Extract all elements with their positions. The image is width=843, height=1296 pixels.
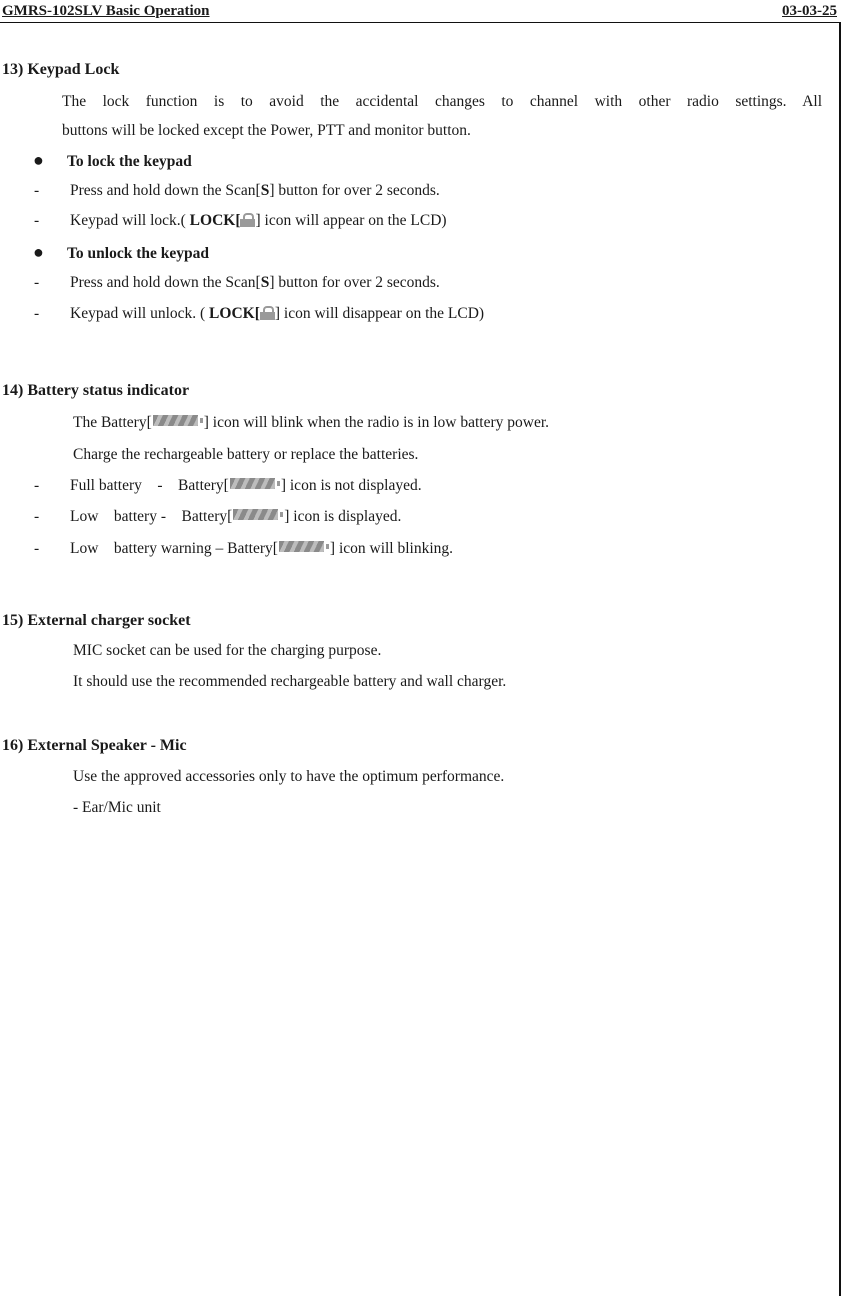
lock-icon bbox=[260, 306, 275, 320]
battery-intro-line-1 bbox=[73, 413, 549, 433]
dash-glyph: - bbox=[34, 508, 40, 525]
lock-subheading-text: To lock the keypad bbox=[67, 153, 192, 170]
section-heading-external-charger: 15) External charger socket bbox=[2, 612, 191, 629]
unlock-step-2-pre: Keypad will unlock. ( bbox=[70, 305, 210, 322]
unlock-step-1 bbox=[34, 273, 440, 293]
lock-icon bbox=[240, 213, 255, 227]
dash-glyph: - bbox=[34, 212, 40, 229]
battery-item-warning-pre: Low battery warning – Battery[ bbox=[70, 540, 278, 557]
charger-line-1: MIC socket can be used for the charging purpose. bbox=[73, 642, 382, 659]
unlock-step-2-post: ] icon will disappear on the LCD) bbox=[274, 305, 485, 322]
unlock-step-2 bbox=[34, 304, 484, 324]
lock-step-2-post: ] icon will appear on the LCD) bbox=[255, 212, 447, 229]
lock-step-1-post: ] button for over 2 seconds. bbox=[269, 182, 440, 199]
document-title: GMRS-102SLV Basic Operation bbox=[2, 3, 210, 19]
keypad-lock-intro-line-2: buttons will be locked except the Power, PTT and monitor button. bbox=[62, 122, 471, 139]
battery-item-low-post: ] icon is displayed. bbox=[284, 508, 402, 525]
battery-intro-line-2: Charge the rechargeable battery or replace the batteries. bbox=[73, 446, 419, 463]
dash-glyph: - bbox=[34, 274, 40, 291]
battery-icon bbox=[233, 509, 283, 520]
battery-icon bbox=[279, 541, 329, 552]
dash-glyph: - bbox=[34, 182, 40, 199]
lock-step-2 bbox=[34, 211, 447, 231]
speaker-line-1: Use the approved accessories only to have the optimum performance. bbox=[73, 768, 505, 785]
battery-item-low-pre: Low battery - Battery[ bbox=[70, 508, 233, 525]
battery-item-full-post: ] icon is not displayed. bbox=[280, 477, 422, 494]
battery-item-warning-post: ] icon will blinking. bbox=[329, 540, 454, 557]
bullet-glyph: ● bbox=[33, 242, 44, 262]
lock-label: LOCK[ bbox=[189, 212, 241, 229]
dash-glyph: - bbox=[34, 305, 40, 322]
unlock-step-1-pre: Press and hold down the Scan[ bbox=[70, 274, 261, 291]
battery-intro-post: ] icon will blink when the radio is in low battery power. bbox=[203, 414, 550, 431]
keypad-lock-intro-line-1: The lock function is to avoid the accidental changes to channel with other radio settings. All bbox=[62, 93, 822, 110]
section-heading-keypad-lock: 13) Keypad Lock bbox=[2, 61, 120, 78]
battery-item-full-pre: Full battery - Battery[ bbox=[70, 477, 229, 494]
lock-step-2-pre: Keypad will lock.( bbox=[70, 212, 190, 229]
page-header bbox=[0, 0, 839, 23]
scan-key-label: S bbox=[260, 182, 270, 199]
dash-glyph: - bbox=[34, 477, 40, 494]
lock-step-1 bbox=[34, 181, 440, 201]
lock-label: LOCK[ bbox=[209, 305, 260, 322]
lock-step-1-pre: Press and hold down the Scan[ bbox=[70, 182, 261, 199]
scan-key-label: S bbox=[260, 274, 270, 291]
dash-glyph: - bbox=[34, 540, 40, 557]
document-date: 03-03-25 bbox=[782, 3, 837, 19]
unlock-subheading bbox=[33, 242, 209, 264]
battery-intro-pre: The Battery[ bbox=[73, 414, 152, 431]
battery-icon bbox=[153, 415, 203, 426]
right-border-rule bbox=[839, 22, 841, 1296]
charger-line-2: It should use the recommended rechargeable battery and wall charger. bbox=[73, 673, 507, 690]
bullet-glyph: ● bbox=[33, 150, 44, 170]
section-heading-battery-status: 14) Battery status indicator bbox=[2, 382, 190, 399]
battery-item-full bbox=[34, 476, 422, 496]
section-heading-external-speaker: 16) External Speaker - Mic bbox=[2, 737, 187, 754]
speaker-line-2: - Ear/Mic unit bbox=[73, 799, 161, 816]
battery-item-low bbox=[34, 507, 401, 527]
battery-icon bbox=[230, 478, 280, 489]
unlock-subheading-text: To unlock the keypad bbox=[67, 245, 209, 262]
lock-subheading bbox=[33, 150, 192, 172]
battery-item-warning bbox=[34, 539, 453, 559]
unlock-step-1-post: ] button for over 2 seconds. bbox=[269, 274, 440, 291]
